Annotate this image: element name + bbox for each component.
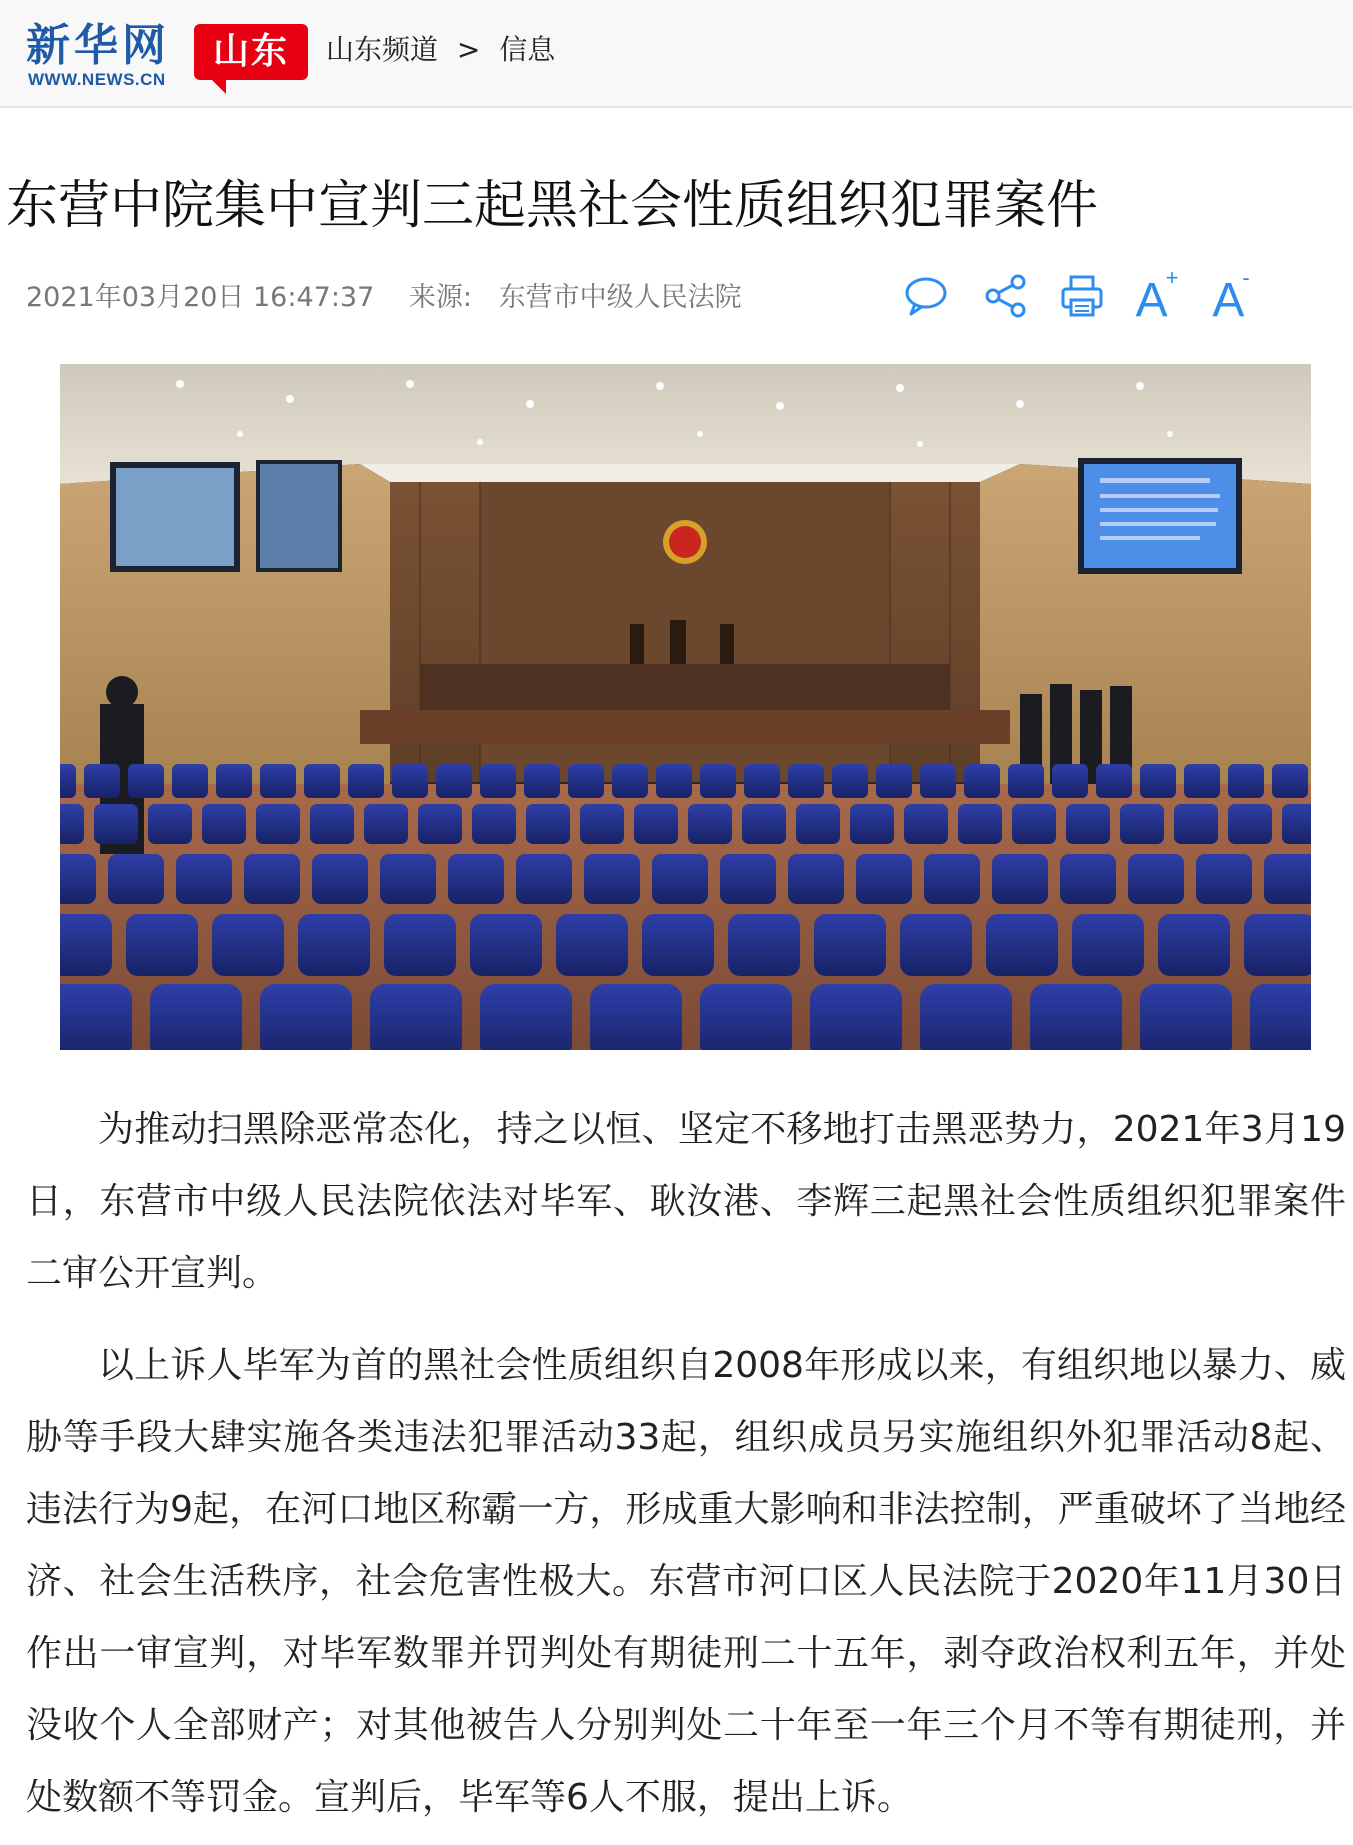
publish-datetime: 2021年03月20日 16:47:37 [26, 282, 375, 313]
print-button[interactable] [1056, 270, 1108, 322]
shandong-badge: 山东 [194, 24, 308, 80]
logo-text: 新华网 [26, 20, 170, 71]
courtroom-illustration [60, 364, 1311, 1050]
font-increase-button[interactable] [1132, 264, 1184, 327]
font-increase-icon: A+ [1135, 264, 1179, 327]
breadcrumb-item-channel[interactable]: 山东频道 [326, 33, 439, 66]
font-decrease-icon: A- [1212, 264, 1250, 327]
breadcrumb-separator: > [456, 33, 481, 66]
site-header [0, 0, 1353, 108]
font-decrease-button[interactable] [1206, 264, 1258, 327]
article-title: 东营中院集中宣判三起黑社会性质组织犯罪案件 [6, 176, 1099, 236]
source-label: 来源: [408, 282, 472, 313]
breadcrumb-item-info[interactable]: 信息 [499, 33, 556, 66]
article-paragraph-2: 以上诉人毕军为首的黑社会性质组织自2008年形成以来，有组织地以暴力、威胁等手段大肆实施各类违法犯罪活动33起，组织成员另实施组织外犯罪活动8起、违法行为9起，在河口地区称霸一方，形成重大影响和非法控制，严重破坏了当地经济、社会生活秩序，社会危害性极大。东营市河口区人民法院于2020年11月30日作出一审宣判，对毕军数罪并罚判处有期徒刑二十五年，剥夺政治权利五年，并处没收个人全部财产；对其他被告人分别判处二十年至一年三个月不等有期徒刑，并处数额不等罚金。宣判后，毕军等6人不服，提出上诉。 [26, 1345, 1346, 1818]
breadcrumb [326, 32, 555, 68]
xinhua-logo[interactable] [26, 20, 289, 92]
source-name: 东营市中级人民法院 [498, 282, 742, 313]
comment-icon [902, 272, 950, 320]
share-button[interactable] [980, 270, 1032, 322]
courtroom-photo [60, 364, 1311, 1050]
comment-button[interactable] [900, 270, 952, 322]
print-icon [1058, 272, 1106, 320]
article-meta [26, 278, 742, 318]
article-paragraph-1: 为推动扫黑除恶常态化，持之以恒、坚定不移地打击黑恶势力，2021年3月19日，东营市中级人民法院依法对毕军、耿汝港、李辉三起黑社会性质组织犯罪案件二审公开宣判。 [26, 1109, 1346, 1294]
share-icon [982, 272, 1030, 320]
logo-url: WWW.NEWS.CN [28, 70, 166, 89]
